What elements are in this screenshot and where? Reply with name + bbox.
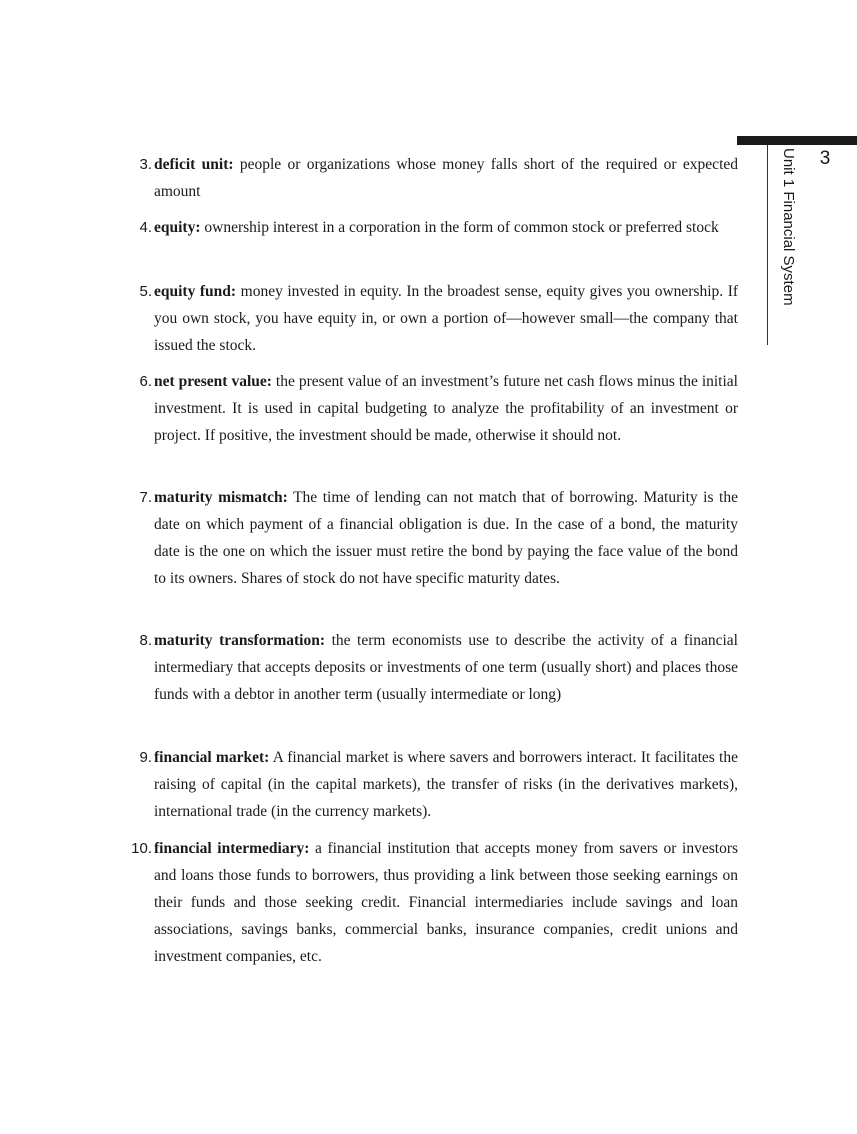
- glossary-entry: [139, 151, 739, 205]
- entry-number: 9.: [139, 749, 152, 766]
- glossary-entry: [139, 368, 738, 449]
- entry-number: 10.: [131, 840, 152, 857]
- entry-number: 6.: [139, 373, 152, 390]
- entry-definition: A financial market is where savers and borrowers interact. It facilitates the raising of capital (in the capital markets), the transfer of risks (in the derivatives markets), international trade (in the currency markets).: [154, 749, 738, 820]
- entry-number: 5.: [139, 283, 152, 300]
- glossary-entry: [131, 835, 739, 970]
- glossary-entry: [139, 278, 739, 359]
- entry-term: deficit unit:: [154, 156, 234, 173]
- entry-term: financial market:: [154, 749, 270, 766]
- entry-term: maturity mismatch:: [154, 489, 288, 506]
- glossary-entry: [139, 744, 738, 825]
- entry-number: 3.: [139, 156, 152, 173]
- entry-definition: ownership interest in a corporation in the form of common stock or preferred stock: [204, 219, 719, 236]
- entry-term: net present value:: [154, 373, 272, 390]
- entry-term: equity fund:: [154, 283, 237, 300]
- entry-term: financial intermediary:: [154, 840, 310, 857]
- glossary-entry: [139, 627, 738, 708]
- entry-definition: the present value of an investment’s future net cash flows minus the initial investment. It is used in capital budgeting to analyze the profitability of an investment or project. If positive, the investment should be made, otherwise it should not.: [154, 373, 738, 444]
- entry-definition: The time of lending can not match that of borrowing. Maturity is the date on which payment of a financial obligation is due. In the case of a bond, the maturity date is the one on which the issuer must retire the bond by paying the face value of the bond to its owners. Shares of stock do not have specific maturity dates.: [154, 489, 738, 587]
- entry-term: maturity transformation:: [154, 632, 325, 649]
- entry-number: 4.: [139, 219, 152, 236]
- entry-definition: people or organizations whose money falls short of the required or expected amount: [154, 156, 739, 200]
- entry-term: equity:: [154, 219, 201, 236]
- glossary-entry: [139, 484, 738, 592]
- entry-definition: a financial institution that accepts money from savers or investors and loans those funds to borrowers, thus providing a link between those seeking earnings on their funds and those seeking credit. Financial intermediaries include savings and loan associations, savings banks, commercial banks, insurance companies, credit unions and investment companies, etc.: [154, 840, 739, 965]
- page-number: 3: [819, 148, 831, 169]
- entry-number: 8.: [139, 632, 152, 649]
- glossary-entry: [139, 214, 738, 241]
- entry-number: 7.: [139, 489, 152, 506]
- running-title: Unit 1 Financial System: [780, 148, 797, 306]
- entry-definition: the term economists use to describe the activity of a financial intermediary that accepts deposits or investments of one term (usually short) and places those funds with a debtor in another term (usually intermediate or long): [154, 632, 738, 703]
- entry-definition: money invested in equity. In the broadest sense, equity gives you ownership. If you own stock, you have equity in, or own a portion of—however small—the company that issued the stock.: [154, 283, 739, 354]
